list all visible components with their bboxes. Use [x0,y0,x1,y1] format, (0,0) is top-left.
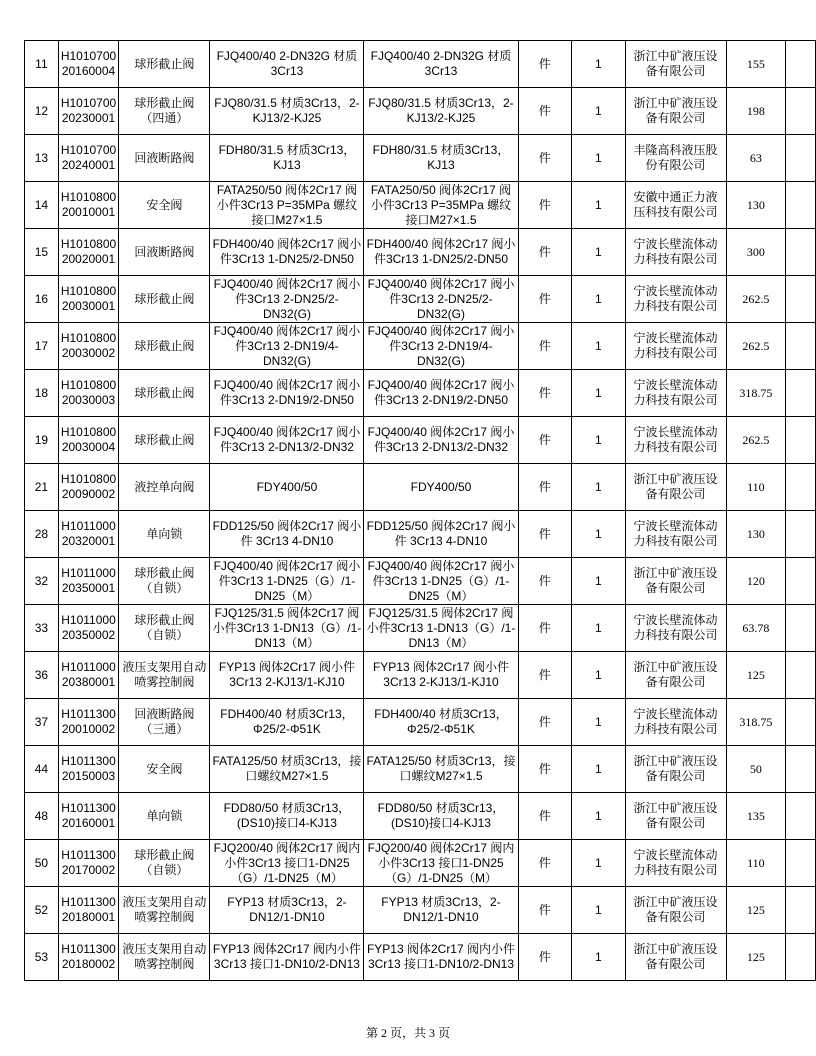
remarks-cell [786,464,816,511]
specification-cell: FYP13 阀体2Cr17 阀小件3Cr13 2-KJ13/1-KJ10 [210,652,364,699]
unit-price-cell: 130 [726,182,786,229]
item-name-cell: 单向锁 [119,511,210,558]
table-row [25,746,816,793]
table-row [25,558,816,605]
unit-price-cell: 300 [726,229,786,276]
table-row [25,934,816,981]
unit-price-cell: 155 [726,41,786,88]
unit-cell: 件 [518,182,572,229]
quantity-cell: 1 [572,41,625,88]
material-code-cell: H1011000 20350002 [58,605,118,652]
item-name-cell: 球形截止阀 [119,41,210,88]
quantity-cell: 1 [572,605,625,652]
unit-price-cell: 63.78 [726,605,786,652]
item-name-cell: 回液断路阀 [119,229,210,276]
remarks-cell [786,135,816,182]
unit-cell: 件 [518,41,572,88]
item-name-cell: 球形截止阀 （自锁） [119,840,210,887]
table-row [25,182,816,229]
unit-cell: 件 [518,511,572,558]
material-code-cell: H1010800 20030003 [58,370,118,417]
specification-confirmed-cell: FDD125/50 阀体2Cr17 阀小件 3Cr13 4-DN10 [364,511,518,558]
supplier-cell: 浙江中矿液压设备有限公司 [625,934,726,981]
row-number-cell: 50 [25,840,59,887]
quantity-cell: 1 [572,699,625,746]
specification-confirmed-cell: FJQ400/40 阀体2Cr17 阀小件3Cr13 2-DN19/2-DN50 [364,370,518,417]
remarks-cell [786,558,816,605]
quantity-cell: 1 [572,887,625,934]
specification-confirmed-cell: FJQ80/31.5 材质3Cr13，2-KJ13/2-KJ25 [364,88,518,135]
supplier-cell: 浙江中矿液压设备有限公司 [625,88,726,135]
row-number-cell: 14 [25,182,59,229]
specification-cell: FJQ400/40 2-DN32G 材质3Cr13 [210,41,364,88]
material-code-cell: H1011000 20350001 [58,558,118,605]
materials-table [24,40,816,981]
quantity-cell: 1 [572,793,625,840]
material-code-cell: H1010800 20030001 [58,276,118,323]
quantity-cell: 1 [572,370,625,417]
unit-cell: 件 [518,370,572,417]
item-name-cell: 液压支架用自动喷雾控制阀 [119,652,210,699]
item-name-cell: 安全阀 [119,182,210,229]
specification-confirmed-cell: FDH80/31.5 材质3Cr13，KJ13 [364,135,518,182]
unit-cell: 件 [518,276,572,323]
item-name-cell: 液压支架用自动喷雾控制阀 [119,887,210,934]
page-footer: 第 2 页，共 3 页 [365,1026,450,1040]
supplier-cell: 宁波长壁流体动力科技有限公司 [625,323,726,370]
specification-confirmed-cell: FYP13 阀体2Cr17 阀内小件3Cr13 接口1-DN10/2-DN13 [364,934,518,981]
specification-confirmed-cell: FYP13 材质3Cr13，2-DN12/1-DN10 [364,887,518,934]
unit-price-cell: 120 [726,558,786,605]
material-code-cell: H1011000 20380001 [58,652,118,699]
specification-cell: FJQ400/40 阀体2Cr17 阀小件3Cr13 2-DN19/4-DN32(G) [210,323,364,370]
table-row [25,229,816,276]
table-row [25,41,816,88]
item-name-cell: 球形截止阀 [119,417,210,464]
unit-cell: 件 [518,887,572,934]
unit-price-cell: 130 [726,511,786,558]
unit-cell: 件 [518,652,572,699]
table-row [25,135,816,182]
unit-price-cell: 125 [726,934,786,981]
unit-price-cell: 50 [726,746,786,793]
quantity-cell: 1 [572,746,625,793]
material-code-cell: H1011300 20180001 [58,887,118,934]
material-code-cell: H1010800 20090002 [58,464,118,511]
unit-cell: 件 [518,229,572,276]
supplier-cell: 浙江中矿液压设备有限公司 [625,464,726,511]
material-code-cell: H1010800 20030002 [58,323,118,370]
specification-cell: FDH400/40 材质3Cr13，Φ25/2-Φ51K [210,699,364,746]
material-code-cell: H1011300 20010002 [58,699,118,746]
quantity-cell: 1 [572,182,625,229]
row-number-cell: 18 [25,370,59,417]
supplier-cell: 宁波长壁流体动力科技有限公司 [625,699,726,746]
item-name-cell: 单向锁 [119,793,210,840]
quantity-cell: 1 [572,88,625,135]
unit-price-cell: 125 [726,887,786,934]
table-row [25,652,816,699]
table-row [25,699,816,746]
remarks-cell [786,417,816,464]
remarks-cell [786,887,816,934]
specification-confirmed-cell: FJQ200/40 阀体2Cr17 阀内小件3Cr13 接口1-DN25（G）/1-DN25（M） [364,840,518,887]
unit-cell: 件 [518,793,572,840]
item-name-cell: 球形截止阀 [119,370,210,417]
material-code-cell: H1010700 20160004 [58,41,118,88]
row-number-cell: 13 [25,135,59,182]
specification-cell: FYP13 阀体2Cr17 阀内小件3Cr13 接口1-DN10/2-DN13 [210,934,364,981]
remarks-cell [786,276,816,323]
specification-confirmed-cell: FATA250/50 阀体2Cr17 阀小件3Cr13 P=35MPa 螺纹接口M27×1.5 [364,182,518,229]
supplier-cell: 安徽中通正力液压科技有限公司 [625,182,726,229]
material-code-cell: H1011300 20180002 [58,934,118,981]
item-name-cell: 液压支架用自动喷雾控制阀 [119,934,210,981]
item-name-cell: 安全阀 [119,746,210,793]
item-name-cell: 回液断路阀 [119,135,210,182]
quantity-cell: 1 [572,464,625,511]
unit-cell: 件 [518,464,572,511]
supplier-cell: 浙江中矿液压设备有限公司 [625,41,726,88]
quantity-cell: 1 [572,558,625,605]
quantity-cell: 1 [572,652,625,699]
specification-cell: FJQ200/40 阀体2Cr17 阀内小件3Cr13 接口1-DN25（G）/1-DN25（M） [210,840,364,887]
item-name-cell: 球形截止阀 [119,276,210,323]
remarks-cell [786,182,816,229]
specification-cell: FDD125/50 阀体2Cr17 阀小件 3Cr13 4-DN10 [210,511,364,558]
supplier-cell: 丰隆高科液压股份有限公司 [625,135,726,182]
specification-confirmed-cell: FDY400/50 [364,464,518,511]
remarks-cell [786,370,816,417]
supplier-cell: 浙江中矿液压设备有限公司 [625,793,726,840]
material-code-cell: H1010700 20230001 [58,88,118,135]
remarks-cell [786,88,816,135]
supplier-cell: 浙江中矿液压设备有限公司 [625,746,726,793]
specification-confirmed-cell: FATA125/50 材质3Cr13，接口螺纹M27×1.5 [364,746,518,793]
row-number-cell: 37 [25,699,59,746]
remarks-cell [786,229,816,276]
remarks-cell [786,605,816,652]
row-number-cell: 28 [25,511,59,558]
unit-cell: 件 [518,417,572,464]
row-number-cell: 19 [25,417,59,464]
row-number-cell: 17 [25,323,59,370]
row-number-cell: 48 [25,793,59,840]
item-name-cell: 球形截止阀 [119,323,210,370]
unit-price-cell: 318.75 [726,699,786,746]
table-row [25,417,816,464]
supplier-cell: 浙江中矿液压设备有限公司 [625,558,726,605]
item-name-cell: 球形截止阀 （自锁） [119,605,210,652]
supplier-cell: 宁波长壁流体动力科技有限公司 [625,511,726,558]
row-number-cell: 12 [25,88,59,135]
unit-price-cell: 262.5 [726,323,786,370]
table-row [25,323,816,370]
row-number-cell: 16 [25,276,59,323]
unit-cell: 件 [518,840,572,887]
material-code-cell: H1011000 20320001 [58,511,118,558]
remarks-cell [786,41,816,88]
quantity-cell: 1 [572,135,625,182]
table-row [25,88,816,135]
row-number-cell: 11 [25,41,59,88]
specification-confirmed-cell: FJQ400/40 2-DN32G 材质3Cr13 [364,41,518,88]
row-number-cell: 33 [25,605,59,652]
unit-cell: 件 [518,699,572,746]
remarks-cell [786,511,816,558]
table-row [25,887,816,934]
specification-confirmed-cell: FJQ400/40 阀体2Cr17 阀小件3Cr13 2-DN13/2-DN32 [364,417,518,464]
unit-cell: 件 [518,558,572,605]
quantity-cell: 1 [572,276,625,323]
supplier-cell: 宁波长壁流体动力科技有限公司 [625,276,726,323]
table-row [25,276,816,323]
specification-confirmed-cell: FJQ125/31.5 阀体2Cr17 阀小件3Cr13 1-DN13（G）/1-DN13（M） [364,605,518,652]
material-code-cell: H1010700 20240001 [58,135,118,182]
specification-cell: FJQ80/31.5 材质3Cr13，2-KJ13/2-KJ25 [210,88,364,135]
specification-cell: FJQ400/40 阀体2Cr17 阀小件3Cr13 2-DN13/2-DN32 [210,417,364,464]
row-number-cell: 15 [25,229,59,276]
table-row [25,464,816,511]
unit-price-cell: 318.75 [726,370,786,417]
unit-price-cell: 110 [726,840,786,887]
specification-cell: FDD80/50 材质3Cr13，(DS10)接口4-KJ13 [210,793,364,840]
supplier-cell: 浙江中矿液压设备有限公司 [625,887,726,934]
specification-cell: FATA125/50 材质3Cr13，接口螺纹M27×1.5 [210,746,364,793]
supplier-cell: 宁波长壁流体动力科技有限公司 [625,840,726,887]
item-name-cell: 液控单向阀 [119,464,210,511]
unit-cell: 件 [518,323,572,370]
specification-confirmed-cell: FDH400/40 阀体2Cr17 阀小件3Cr13 1-DN25/2-DN50 [364,229,518,276]
quantity-cell: 1 [572,417,625,464]
specification-cell: FJQ400/40 阀体2Cr17 阀小件3Cr13 1-DN25（G）/1-DN25（M） [210,558,364,605]
specification-confirmed-cell: FJQ400/40 阀体2Cr17 阀小件3Cr13 1-DN25（G）/1-DN25（M） [364,558,518,605]
row-number-cell: 36 [25,652,59,699]
table-row [25,793,816,840]
material-code-cell: H1010800 20030004 [58,417,118,464]
remarks-cell [786,840,816,887]
material-code-cell: H1011300 20170002 [58,840,118,887]
specification-cell: FDH80/31.5 材质3Cr13，KJ13 [210,135,364,182]
unit-price-cell: 135 [726,793,786,840]
unit-cell: 件 [518,135,572,182]
table-row [25,511,816,558]
quantity-cell: 1 [572,840,625,887]
specification-cell: FJQ400/40 阀体2Cr17 阀小件3Cr13 2-DN25/2-DN32(G) [210,276,364,323]
table-row [25,840,816,887]
unit-price-cell: 110 [726,464,786,511]
specification-confirmed-cell: FDD80/50 材质3Cr13，(DS10)接口4-KJ13 [364,793,518,840]
remarks-cell [786,746,816,793]
specification-cell: FDH400/40 阀体2Cr17 阀小件3Cr13 1-DN25/2-DN50 [210,229,364,276]
unit-price-cell: 262.5 [726,417,786,464]
table-row [25,370,816,417]
row-number-cell: 53 [25,934,59,981]
item-name-cell: 球形截止阀 （四通） [119,88,210,135]
unit-price-cell: 198 [726,88,786,135]
supplier-cell: 宁波长壁流体动力科技有限公司 [625,370,726,417]
quantity-cell: 1 [572,511,625,558]
row-number-cell: 52 [25,887,59,934]
specification-cell: FDY400/50 [210,464,364,511]
unit-price-cell: 125 [726,652,786,699]
remarks-cell [786,323,816,370]
specification-confirmed-cell: FDH400/40 材质3Cr13，Φ25/2-Φ51K [364,699,518,746]
item-name-cell: 球形截止阀 （自锁） [119,558,210,605]
row-number-cell: 21 [25,464,59,511]
specification-cell: FYP13 材质3Cr13，2-DN12/1-DN10 [210,887,364,934]
supplier-cell: 宁波长壁流体动力科技有限公司 [625,605,726,652]
supplier-cell: 宁波长壁流体动力科技有限公司 [625,229,726,276]
specification-confirmed-cell: FYP13 阀体2Cr17 阀小件3Cr13 2-KJ13/1-KJ10 [364,652,518,699]
quantity-cell: 1 [572,323,625,370]
specification-cell: FATA250/50 阀体2Cr17 阀小件3Cr13 P=35MPa 螺纹接口M27×1.5 [210,182,364,229]
material-code-cell: H1010800 20010001 [58,182,118,229]
specification-confirmed-cell: FJQ400/40 阀体2Cr17 阀小件3Cr13 2-DN19/4-DN32(G) [364,323,518,370]
quantity-cell: 1 [572,934,625,981]
remarks-cell [786,652,816,699]
unit-price-cell: 63 [726,135,786,182]
row-number-cell: 32 [25,558,59,605]
unit-cell: 件 [518,605,572,652]
remarks-cell [786,793,816,840]
unit-cell: 件 [518,746,572,793]
specification-confirmed-cell: FJQ400/40 阀体2Cr17 阀小件3Cr13 2-DN25/2-DN32(G) [364,276,518,323]
remarks-cell [786,699,816,746]
row-number-cell: 44 [25,746,59,793]
material-code-cell: H1011300 20150003 [58,746,118,793]
material-code-cell: H1010800 20020001 [58,229,118,276]
unit-cell: 件 [518,88,572,135]
unit-price-cell: 262.5 [726,276,786,323]
supplier-cell: 宁波长壁流体动力科技有限公司 [625,417,726,464]
remarks-cell [786,934,816,981]
table-body [25,41,816,981]
specification-cell: FJQ125/31.5 阀体2Cr17 阀小件3Cr13 1-DN13（G）/1-DN13（M） [210,605,364,652]
table-row [25,605,816,652]
specification-cell: FJQ400/40 阀体2Cr17 阀小件3Cr13 2-DN19/2-DN50 [210,370,364,417]
quantity-cell: 1 [572,229,625,276]
material-code-cell: H1011300 20160001 [58,793,118,840]
item-name-cell: 回液断路阀 （三通） [119,699,210,746]
supplier-cell: 浙江中矿液压设备有限公司 [625,652,726,699]
unit-cell: 件 [518,934,572,981]
